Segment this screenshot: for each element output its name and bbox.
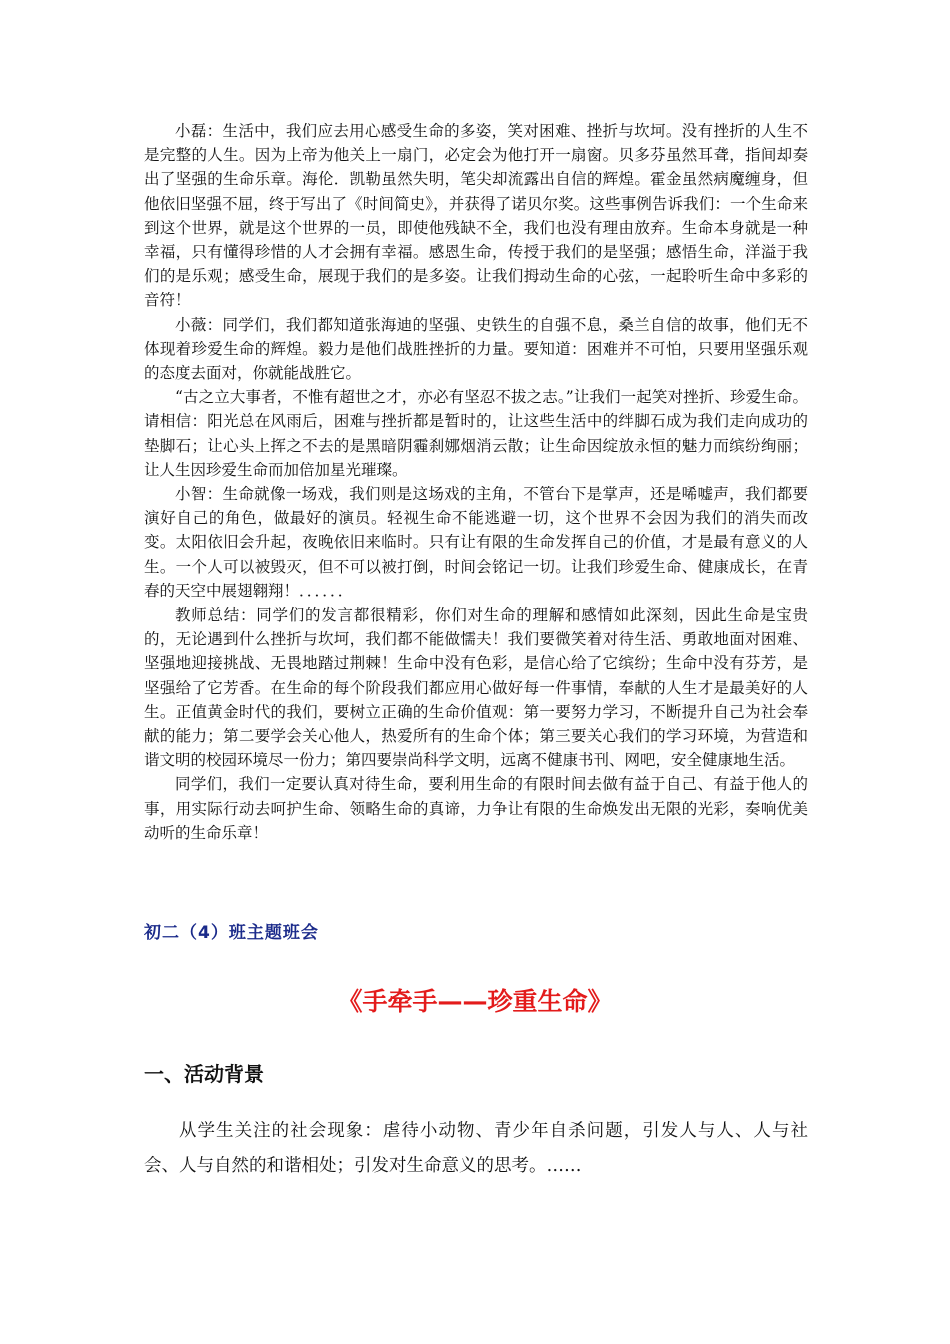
main-title: 《手牵手——珍重生命》 [337, 987, 613, 1016]
paragraph-quote: “古之立大事者，不惟有超世之才，亦必有坚忍不拔之志。”让我们一起笑对挫折、珍爱生命。请相信：阳光总在风雨后，困难与挫折都是暂时的，让这些生活中的绊脚石成为我们走向成功的垫脚石；让心头上挥之不去的是黑暗阴霾刹娜烟消云散；让生命因绽放永恒的魅力而缤纷绚丽；让人生因珍爱生命而加倍加星光璀璨。 [144, 388, 808, 479]
section-paragraph: 从学生关注的社会现象：虐待小动物、青少年自杀问题，引发人与人、人与社会、人与自然的和谐相处；引发对生命意义的思考。…… [144, 1121, 808, 1176]
paragraph-teacher-summary: 教师总结：同学们的发言都很精彩，你们对生命的理解和感情如此深刻，因此生命是宝贵的，无论遇到什么挫折与坎坷，我们都不能做懦夫！我们要微笑着对待生活、勇敢地面对困难、坚强地迎接挑战、无畏地踏过荆棘！生命中没有色彩，是信心给了它缤纷；生命中没有芬芳，是坚强给了它芳香。在生命的每个阶段我们都应用心做好每一件事情，奉献的人生才是最美好的人生。正值黄金时代的我们，要树立正确的生命价值观：第一要努力学习，不断提升自己为社会奉献的能力；第二要学会关心他人，热爱所有的生命个体；第三要关心我们的学习环境，为营造和谐文明的校园环境尽一份力；第四要崇尚科学文明，远离不健康书刊、网吧，安全健康地生活。 [144, 606, 808, 770]
section-body [144, 1114, 808, 1184]
paragraph-xiaozhi: 小智：生命就像一场戏，我们则是这场戏的主角，不管台下是掌声，还是唏嘘声，我们都要演好自己的角色，做最好的演员。轻视生命不能逃避一切，这个世界不会因为我们的消失而改变。太阳依旧会升起，夜晚依旧来临时。只有让有限的生命发挥自己的价值，才是最有意义的人生。一个人可以被毁灭，但不可以被打倒，时间会铭记一切。让我们珍爱生命、健康成长，在青春的天空中展翅翱翔！．．．．．． [144, 485, 808, 600]
speech-paragraphs [144, 119, 808, 845]
class-meeting-heading: 初二（4）班主题班会 [144, 923, 319, 943]
paragraph-closing: 同学们，我们一定要认真对待生命，要利用生命的有限时间去做有益于自己、有益于他人的事，用实际行动去呵护生命、领略生命的真谛，力争让有限的生命焕发出无限的光彩，奏响优美动听的生命乐章！ [144, 775, 808, 842]
section-heading: 一、活动背景 [144, 1062, 264, 1086]
paragraph-xiaolei: 小磊：生活中，我们应去用心感受生命的多姿，笑对困难、挫折与坎坷。没有挫折的人生不是完整的人生。因为上帝为他关上一扇门，必定会为他打开一扇窗。贝多芬虽然耳聋，指间却奏出了坚强的生命乐章。海伦．凯勒虽然失明，笔尖却流露出自信的辉煌。霍金虽然病魔缠身，但他依旧坚强不屈，终于写出了《时间简史》，并获得了诺贝尔奖。这些事例告诉我们：一个生命来到这个世界，就是这个世界的一员，即使他残缺不全，我们也没有理由放弃。生命本身就是一种幸福，只有懂得珍惜的人才会拥有幸福。感恩生命，传授于我们的是坚强；感悟生命，洋溢于我们的是乐观；感受生命，展现于我们的是多姿。让我们拇动生命的心弦，一起聆听生命中多彩的音符！ [144, 122, 808, 310]
paragraph-xiaowei: 小薇：同学们，我们都知道张海迪的坚强、史铁生的自强不息，桑兰自信的故事，他们无不体现着珍爱生命的辉煌。毅力是他们战胜挫折的力量。要知道：困难并不可怕，只要用坚强乐观的态度去面对，你就能战胜它。 [144, 315, 808, 383]
